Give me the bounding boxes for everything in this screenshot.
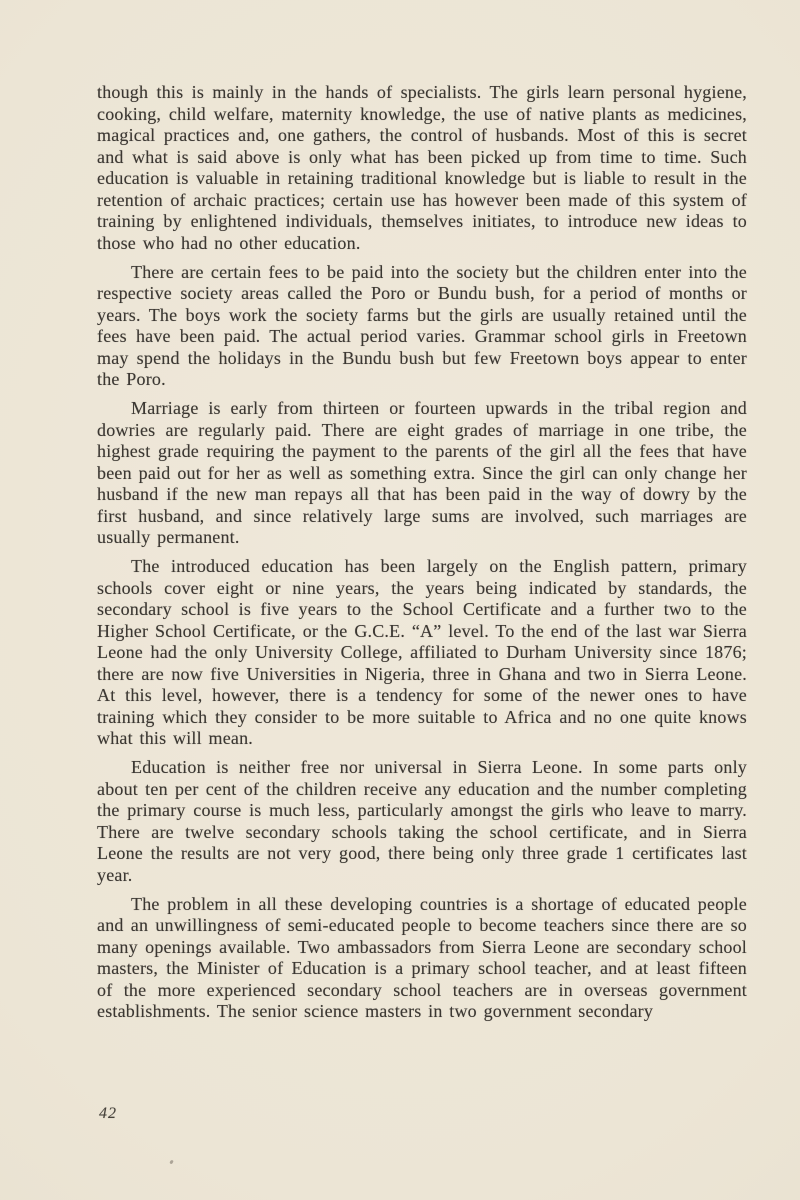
paragraph: though this is mainly in the hands of specialists. The girls learn personal hygiene, cooking, child welfare, maternity knowledge, the use of native plants as medicines, magical practices and, one gathers, the control of husbands. Most of this is secret and what is said above is only what has been picked up from time to time. Such education is valuable in retaining traditional knowledge but is liable to result in the retention of archaic practices; certain use has however been made of this system of training by enlightened individuals, themselves initiates, to introduce new ideas to those who had no other education. [97, 82, 747, 253]
paragraph: The introduced education has been largely on the English pattern, primary schools cover eight or nine years, the years being indicated by standards, the secondary school is five years to the School Certificate and a further two to the Higher School Certificate, or the G.C.E. “A” level. To the end of the last war Sierra Leone had the only University College, affiliated to Durham University since 1876; there are now five Universities in Nigeria, three in Ghana and two in Sierra Leone. At this level, however, there is a tendency for some of the newer ones to have training which they consider to be more suitable to Africa and no one quite knows what this will mean. [97, 556, 747, 748]
page-number: 42 [99, 1105, 117, 1122]
paragraph: The problem in all these developing countries is a shortage of educated people and an unwillingness of semi-educated people to become teachers since there are so many openings available. Two ambassadors from Sierra Leone are secondary school masters, the Minister of Education is a primary school teacher, and at least fifteen of the more experienced secondary school teachers are in overseas government establishments. The senior science masters in two government secondary [97, 893, 747, 1021]
paragraph: Marriage is early from thirteen or fourteen upwards in the tribal region and dowries are regularly paid. There are eight grades of marriage in one tribe, the highest grade requiring the payment to the parents of the girl all the fees that have been paid out for her as well as something extra. Since the girl can only change her husband if the new man repays all that has been paid in the way of dowry by the first husband, and since relatively large sums are involved, such marriages are usually permanent. [97, 398, 747, 547]
scan-speck [169, 1160, 173, 1165]
paragraph: There are certain fees to be paid into the society but the children enter into the respective society areas called the Poro or Bundu bush, for a period of months or years. The boys work the society farms but the girls are usually retained until the fees have been paid. The actual period varies. Grammar school girls in Freetown may spend the holidays in the Bundu bush but few Freetown boys appear to enter the Poro. [97, 261, 747, 389]
paragraph: Education is neither free nor universal in Sierra Leone. In some parts only about ten per cent of the children receive any education and the number completing the primary course is much less, particularly amongst the girls who leave to marry. There are twelve secondary schools taking the school certificate, and in Sierra Leone the results are not very good, there being only three grade 1 certificates last year. [97, 757, 747, 885]
text-block [97, 82, 747, 1030]
